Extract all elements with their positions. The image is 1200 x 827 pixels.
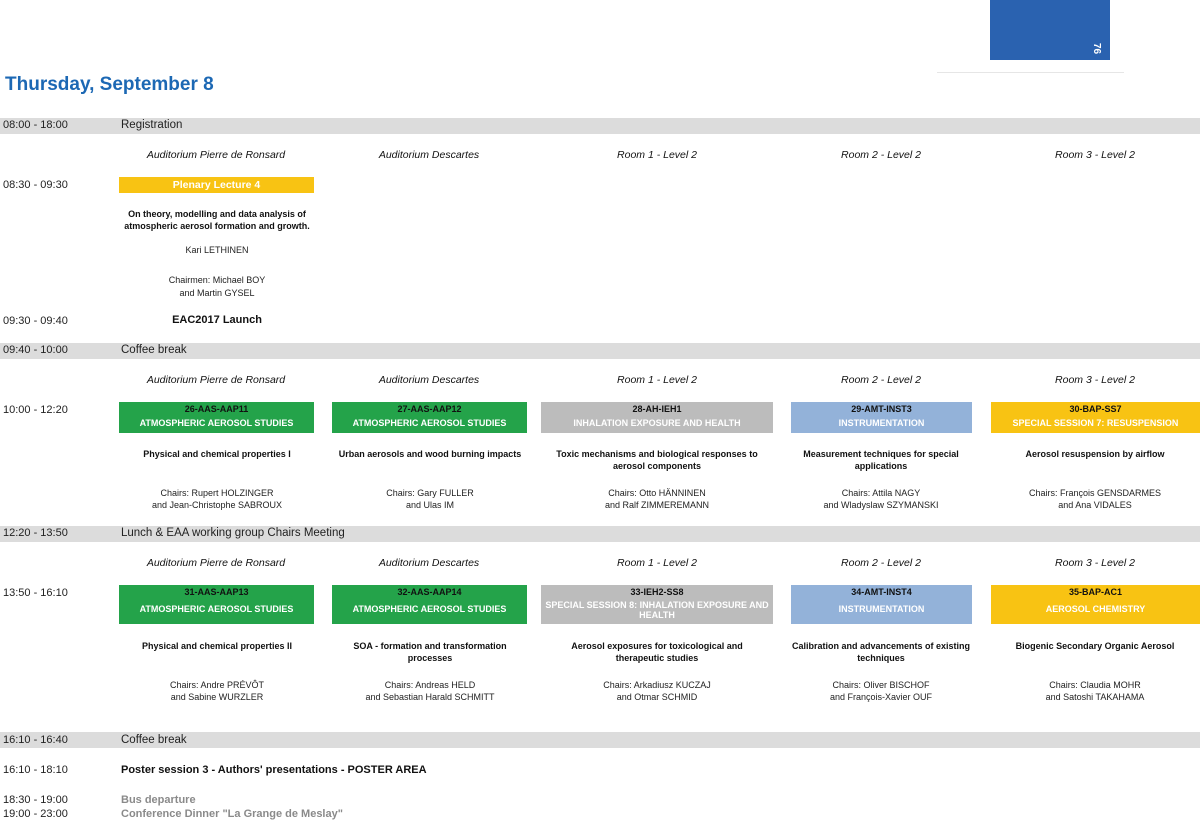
- chair-line: and Jean-Christophe SABROUX: [151, 500, 283, 510]
- session-code: 35-BAP-AC1: [1068, 587, 1122, 597]
- session-theme: INHALATION EXPOSURE AND HEALTH: [573, 418, 741, 428]
- day-title: Thursday, September 8: [5, 74, 214, 95]
- session-code: 29-AMT-INST3: [851, 404, 912, 414]
- session-topic: SOA - formation and transformation processes: [353, 641, 507, 663]
- chair-line: and Ralf ZIMMEREMANN: [604, 500, 710, 510]
- room-header: Room 3 - Level 2: [1055, 374, 1135, 386]
- session-topic: Aerosol exposures for toxicological and therapeutic studies: [571, 641, 743, 663]
- coffee-break-time: 09:40 - 10:00: [3, 344, 68, 356]
- plenary-label: Plenary Lecture 4: [119, 177, 314, 193]
- plenary-speaker: Kari LETHINEN: [185, 245, 249, 255]
- header-divider: [937, 72, 1124, 73]
- session-theme: SPECIAL SESSION 8: INHALATION EXPOSURE AND HEALTH: [545, 600, 769, 620]
- plenary-chairs-2: and Martin GYSEL: [179, 288, 255, 298]
- chair-line: and François-Xavier OUF: [829, 692, 933, 702]
- plenary-chairs-1: Chairmen: Michael BOY: [168, 275, 266, 285]
- chair-line: Chairs: Oliver BISCHOF: [832, 680, 930, 690]
- room-header: Auditorium Pierre de Ronsard: [146, 557, 286, 569]
- room-header: Room 2 - Level 2: [841, 374, 921, 386]
- session-box: [541, 585, 773, 624]
- chair-line: Chairs: Otto HÄNNINEN: [608, 488, 706, 498]
- chair-line: Chairs: Rupert HOLZINGER: [160, 488, 274, 498]
- chair-line: Chairs: Andreas HELD: [384, 680, 476, 690]
- session-chairs: [995, 487, 1195, 511]
- room-header: Room 1 - Level 2: [617, 374, 697, 386]
- room-header: Room 1 - Level 2: [617, 149, 697, 161]
- session-box: [119, 585, 314, 624]
- registration-time: 08:00 - 18:00: [3, 119, 68, 131]
- dinner-label: Conference Dinner "La Grange de Meslay": [121, 808, 343, 820]
- session-theme: INSTRUMENTATION: [838, 418, 925, 428]
- session-theme: ATMOSPHERIC AEROSOL STUDIES: [352, 418, 507, 428]
- session-chairs: [330, 679, 530, 703]
- session-theme: ATMOSPHERIC AEROSOL STUDIES: [139, 604, 294, 614]
- session-box: [991, 585, 1200, 624]
- session-theme: AEROSOL CHEMISTRY: [1045, 604, 1146, 614]
- room-header: Auditorium Descartes: [378, 149, 480, 161]
- session-chairs: [781, 487, 981, 511]
- room-header: Auditorium Pierre de Ronsard: [146, 149, 286, 161]
- poster-time: 16:10 - 18:10: [3, 764, 68, 776]
- chair-line: and Ulas IM: [405, 500, 455, 510]
- coffee-break-label: Coffee break: [121, 344, 187, 356]
- session-box: [332, 402, 527, 433]
- session-code: 32-AAS-AAP14: [397, 587, 462, 597]
- plenary-time: 08:30 - 09:30: [3, 179, 68, 191]
- session-topic: Physical and chemical properties II: [141, 641, 293, 651]
- bus-time: 18:30 - 19:00: [3, 794, 68, 806]
- session-code: 28-AH-IEH1: [632, 404, 682, 414]
- lunch-time: 12:20 - 13:50: [3, 527, 68, 539]
- launch-time: 09:30 - 09:40: [3, 315, 68, 327]
- session-code: 30-BAP-SS7: [1069, 404, 1122, 414]
- chair-line: Chairs: Andre PRÉVÔT: [169, 680, 265, 690]
- chair-line: and Sabine WURZLER: [170, 692, 264, 702]
- page-number: 76: [1090, 42, 1102, 55]
- room-header: Room 2 - Level 2: [841, 557, 921, 569]
- block1-time: 10:00 - 12:20: [3, 404, 68, 416]
- chair-line: Chairs: Gary FULLER: [386, 488, 474, 498]
- chair-line: Chairs: François GENSDARMES: [1028, 488, 1162, 498]
- session-theme: INSTRUMENTATION: [838, 604, 925, 614]
- session-topic: Biogenic Secondary Organic Aerosol: [1015, 641, 1175, 651]
- session-theme: ATMOSPHERIC AEROSOL STUDIES: [352, 604, 507, 614]
- session-topic: Calibration and advancements of existing techniques: [791, 641, 971, 663]
- poster-label: Poster session 3 - Authors' presentations - POSTER AREA: [121, 764, 427, 776]
- chair-line: and Wladyslaw SZYMANSKI: [823, 500, 939, 510]
- chair-line: and Sebastian Harald SCHMITT: [365, 692, 495, 702]
- session-topic: Urban aerosols and wood burning impacts: [338, 449, 522, 459]
- room-header: Auditorium Descartes: [378, 557, 480, 569]
- room-header: Room 3 - Level 2: [1055, 149, 1135, 161]
- session-box: [541, 402, 773, 433]
- bus-label: Bus departure: [121, 794, 196, 806]
- session-theme: SPECIAL SESSION 7: RESUSPENSION: [1012, 418, 1179, 428]
- session-box: [119, 402, 314, 433]
- dinner-time: 19:00 - 23:00: [3, 808, 68, 820]
- session-box: [791, 402, 972, 433]
- block2-time: 13:50 - 16:10: [3, 587, 68, 599]
- plenary-title: On theory, modelling and data analysis of atmospheric aerosol formation and growth.: [124, 209, 310, 231]
- session-box: [791, 585, 972, 624]
- chair-line: Chairs: Attila NAGY: [841, 488, 921, 498]
- session-chairs: [330, 487, 530, 511]
- room-header: Auditorium Pierre de Ronsard: [146, 374, 286, 386]
- session-topic: Aerosol resuspension by airflow: [1025, 449, 1165, 459]
- session-topic: Measurement techniques for special applications: [803, 449, 959, 471]
- chair-line: and Satoshi TAKAHAMA: [1045, 692, 1145, 702]
- room-header: Auditorium Descartes: [378, 374, 480, 386]
- session-chairs: [557, 679, 757, 703]
- session-code: 33-IEH2-SS8: [630, 587, 684, 597]
- session-chairs: [995, 679, 1195, 703]
- room-header: Room 1 - Level 2: [617, 557, 697, 569]
- chair-line: Chairs: Arkadiusz KUCZAJ: [603, 680, 711, 690]
- session-chairs: [117, 487, 317, 511]
- coffee-break-time: 16:10 - 16:40: [3, 734, 68, 746]
- chair-line: and Otmar SCHMID: [616, 692, 698, 702]
- session-code: 34-AMT-INST4: [851, 587, 912, 597]
- session-topic: Physical and chemical properties I: [143, 449, 291, 459]
- session-box: [332, 585, 527, 624]
- lunch-label: Lunch & EAA working group Chairs Meeting: [121, 527, 345, 539]
- session-code: 27-AAS-AAP12: [397, 404, 462, 414]
- room-header: Room 2 - Level 2: [841, 149, 921, 161]
- chair-line: and Ana VIDALES: [1058, 500, 1132, 510]
- session-box: [991, 402, 1200, 433]
- chair-line: Chairs: Claudia MOHR: [1049, 680, 1141, 690]
- registration-label: Registration: [121, 119, 183, 131]
- session-chairs: [117, 679, 317, 703]
- page-number-tab: [990, 0, 1110, 60]
- session-theme: ATMOSPHERIC AEROSOL STUDIES: [139, 418, 294, 428]
- coffee-break-label: Coffee break: [121, 734, 187, 746]
- session-topic: Toxic mechanisms and biological responses to aerosol components: [556, 449, 758, 471]
- room-header: Room 3 - Level 2: [1055, 557, 1135, 569]
- session-code: 26-AAS-AAP11: [184, 404, 249, 414]
- session-chairs: [557, 487, 757, 511]
- session-chairs: [781, 679, 981, 703]
- session-code: 31-AAS-AAP13: [184, 587, 249, 597]
- launch-label: EAC2017 Launch: [172, 314, 262, 326]
